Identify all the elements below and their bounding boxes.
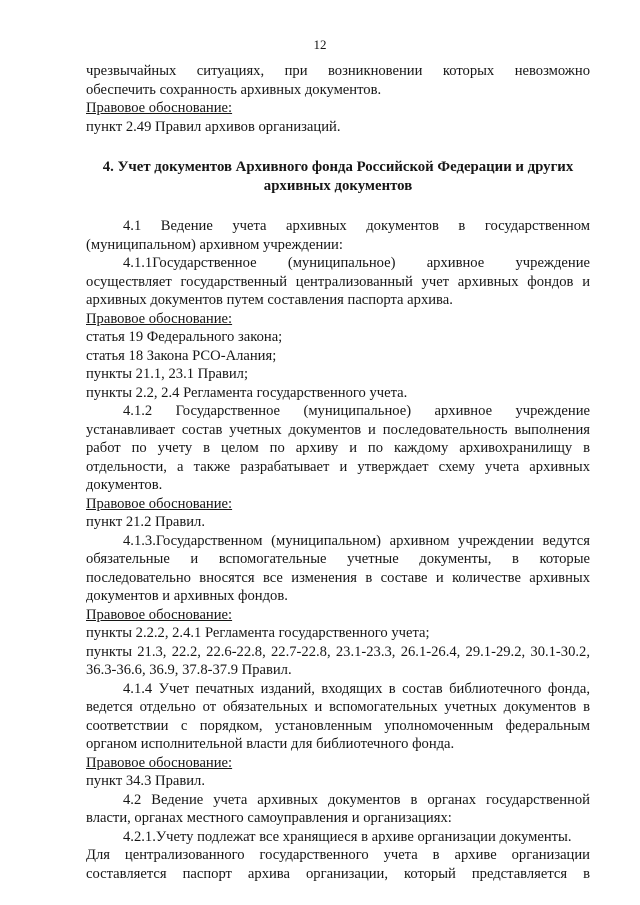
paragraph: Для централизованного государственного учета в архиве организации составляется паспорт архива организации, который представляется в <box>86 847 590 882</box>
paragraph: 4.1.3.Государственном (муниципальном) архивном учреждении ведутся обязательные и вспомогательные учетные документы, в которые последовательно вносятся все изменения в составе и количестве архивных документов и архивных фондов. <box>86 532 590 604</box>
paragraph: 4.1.1Государственное (муниципальное) архивное учреждение <box>123 255 590 271</box>
paragraph: устанавливает состав учетных документов и последовательность выполнения работ по учету в целом по архиву и по каждому архивохранилищу в отдельности, а также разрабатывает и утверждает схему учета архивных документов. <box>86 421 590 493</box>
legal-basis-label: Правовое обоснование: <box>86 495 233 512</box>
legal-reference: пункты 2.2, 2.4 Регламента государственного учета. <box>86 384 408 401</box>
paragraph: 4.1 Ведение учета архивных документов в государственном <box>123 218 590 234</box>
text-line: обеспечить сохранность архивных документов. <box>86 81 382 98</box>
legal-reference: пункт 21.2 Правил. <box>86 514 205 530</box>
paragraph: (муниципальном) архивном учреждении: <box>86 236 343 253</box>
legal-reference: статья 18 Закона РСО-Алания; <box>86 347 277 364</box>
legal-reference: пункты 21.1, 23.1 Правил; <box>86 366 249 382</box>
document-body <box>86 62 590 883</box>
legal-basis-label: Правовое обоснование: <box>86 606 233 623</box>
legal-basis-label: Правовое обоснование: <box>86 100 233 116</box>
paragraph: 4.2.1.Учету подлежат все хранящиеся в архиве организации документы. <box>123 828 572 845</box>
text-line: чрезвычайных ситуациях, при возникновении которых невозможно <box>86 63 590 79</box>
legal-reference: пункт 2.49 Правил архивов организаций. <box>86 118 341 135</box>
legal-basis-label: Правовое обоснование: <box>86 754 233 771</box>
paragraph: 4.1.2 Государственное (муниципальное) архивное учреждение <box>123 403 590 419</box>
section-heading: 4. Учет документов Архивного фонда Российской Федерации и других архивных документов <box>102 159 574 194</box>
page-number: 12 <box>313 37 327 52</box>
legal-reference: пункты 2.2.2, 2.4.1 Регламента государственного учета; <box>86 625 430 641</box>
paragraph: 4.1.4 Учет печатных изданий, входящих в состав библиотечного фонда, ведется отдельно от обязательных и вспомогательных учетных документов в соответствии с порядком, установленным уполномоченным федеральным органом исполнительной власти для библиотечного фонда. <box>86 680 590 752</box>
paragraph: 4.2 Ведение учета архивных документов в органах государственной власти, органах местного самоуправления и организациях: <box>86 791 590 826</box>
paragraph: осуществляет государственный централизованный учет архивных фондов и архивных документов путем составления паспорта архива. <box>86 273 590 308</box>
legal-reference: статья 19 Федерального закона; <box>86 329 283 345</box>
legal-basis-label: Правовое обоснование: <box>86 310 233 327</box>
legal-reference: пункты 21.3, 22.2, 22.6-22.8, 22.7-22.8, 23.1-23.3, 26.1-26.4, 29.1-29.2, 30.1-30.2, 36.3-36.6, 36.9, 37.8-37.9 Правил. <box>86 643 590 678</box>
legal-reference: пункт 34.3 Правил. <box>86 773 205 789</box>
